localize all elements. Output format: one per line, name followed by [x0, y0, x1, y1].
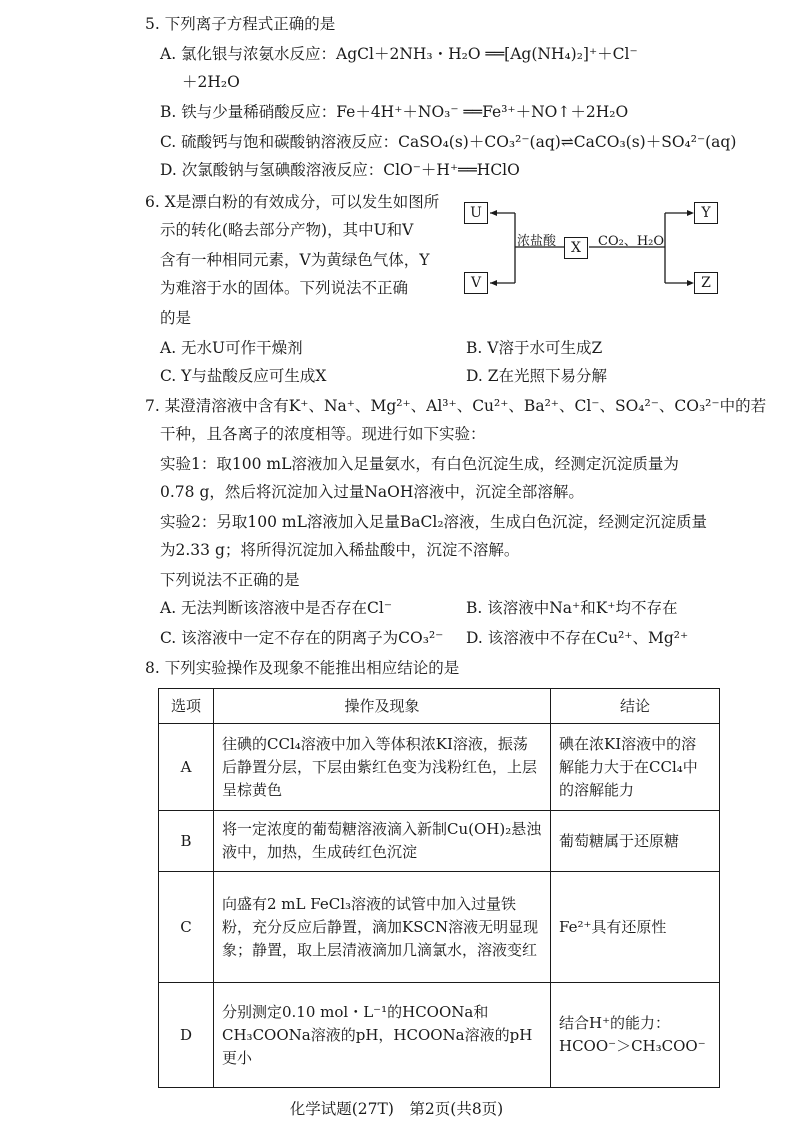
q7-option-b: B. 该溶液中Na⁺和K⁺均不存在	[466, 599, 678, 617]
q5-option-d: D. 次氯酸钠与氢碘酸溶液反应：ClO⁻＋H⁺══HClO	[160, 161, 520, 179]
row-option: B	[159, 811, 214, 872]
header-conclusion: 结论	[551, 689, 720, 724]
row-operation: 分别测定0.10 mol・L⁻¹的HCOONa和CH₃COONa溶液的pH，HCOONa溶液的pH更小	[214, 983, 551, 1088]
q7-option-d: D. 该溶液中不存在Cu²⁺、Mg²⁺	[466, 629, 689, 647]
q6-stem-4: 为难溶于水的固体。下列说法不正确	[160, 279, 409, 297]
node-u: U	[464, 202, 488, 224]
header-operation: 操作及现象	[214, 689, 551, 724]
q5-option-b: B. 铁与少量稀硝酸反应：Fe＋4H⁺＋NO₃⁻ ══Fe³⁺＋NO↑＋2H₂O	[160, 103, 629, 121]
q5-stem: 5. 下列离子方程式正确的是	[145, 15, 336, 33]
q7-stem-2: 干种，且各离子的浓度相等。现进行如下实验：	[160, 425, 486, 443]
table-row	[159, 724, 720, 811]
q6-stem-5: 的是	[160, 309, 192, 327]
row-conclusion: 结合H⁺的能力：HCOO⁻＞CH₃COO⁻	[551, 983, 720, 1088]
node-v: V	[464, 272, 488, 294]
row-option: D	[159, 983, 214, 1088]
q8-stem: 8. 下列实验操作及现象不能推出相应结论的是	[145, 659, 460, 677]
q7-experiment-2: 实验2：另取100 mL溶液加入足量BaCl₂溶液，生成白色沉淀，经测定沉淀质量	[160, 513, 708, 531]
header-option: 选项	[159, 689, 214, 724]
q5-option-a-cont: ＋2H₂O	[182, 73, 240, 91]
diagram-arrows	[460, 196, 720, 300]
table-row	[159, 983, 720, 1088]
node-z: Z	[694, 272, 718, 294]
q6-stem-3: 含有一种相同元素，V为黄绿色气体，Y	[160, 251, 430, 269]
q6-option-a: A. 无水U可作干燥剂	[160, 339, 303, 357]
row-operation: 向盛有2 mL FeCl₃溶液的试管中加入过量铁粉，充分反应后静置，滴加KSCN溶液无明显现象；静置，取上层清液滴加几滴氯水，溶液变红	[214, 872, 551, 983]
q6-stem-1: 6. X是漂白粉的有效成分，可以发生如图所	[145, 193, 440, 211]
row-conclusion: Fe²⁺具有还原性	[551, 872, 720, 983]
table-row	[159, 811, 720, 872]
q7-option-c: C. 该溶液中一定不存在的阴离子为CO₃²⁻	[160, 629, 444, 647]
q7-experiment-1: 实验1：取100 mL溶液加入足量氨水，有白色沉淀生成，经测定沉淀质量为	[160, 455, 679, 473]
q5-option-a: A. 氯化银与浓氨水反应：AgCl＋2NH₃・H₂O ══[Ag(NH₄)₂]⁺＋Cl⁻	[160, 45, 638, 63]
node-y: Y	[694, 202, 718, 224]
label-hcl: 浓盐酸	[517, 234, 557, 249]
row-option: A	[159, 724, 214, 811]
label-co2-h2o: CO₂、H₂O	[598, 234, 665, 249]
q6-stem-2: 示的转化(略去部分产物)，其中U和V	[160, 221, 414, 239]
table-row	[159, 872, 720, 983]
row-conclusion: 碘在浓KI溶液中的溶解能力大于在CCl₄中的溶解能力	[551, 724, 720, 811]
row-operation: 将一定浓度的葡萄糖溶液滴入新制Cu(OH)₂悬浊液中，加热，生成砖红色沉淀	[214, 811, 551, 872]
q5-option-c: C. 硫酸钙与饱和碳酸钠溶液反应：CaSO₄(s)＋CO₃²⁻(aq)⇌CaCO₃(s)＋SO₄²⁻(aq)	[160, 133, 737, 151]
q6-option-b: B. V溶于水可生成Z	[466, 339, 603, 357]
q6-option-d: D. Z在光照下易分解	[466, 367, 607, 385]
node-x: X	[564, 237, 588, 259]
q8-table	[158, 688, 720, 1088]
q7-ask: 下列说法不正确的是	[160, 571, 300, 589]
q7-stem-1: 7. 某澄清溶液中含有K⁺、Na⁺、Mg²⁺、Al³⁺、Cu²⁺、Ba²⁺、Cl⁻、SO₄²⁻、CO₃²⁻中的若	[145, 397, 767, 415]
q7-option-a: A. 无法判断该溶液中是否存在Cl⁻	[160, 599, 393, 617]
page-footer: 化学试题(27T) 第2页(共8页)	[289, 1100, 504, 1118]
q7-experiment-2-cont: 为2.33 g；将所得沉淀加入稀盐酸中，沉淀不溶解。	[160, 541, 520, 559]
row-option: C	[159, 872, 214, 983]
row-conclusion: 葡萄糖属于还原糖	[551, 811, 720, 872]
table-header-row	[159, 689, 720, 724]
q6-option-c: C. Y与盐酸反应可生成X	[160, 367, 327, 385]
q7-experiment-1-cont: 0.78 g，然后将沉淀加入过量NaOH溶液中，沉淀全部溶解。	[160, 483, 584, 501]
row-operation: 往碘的CCl₄溶液中加入等体积浓KI溶液，振荡后静置分层，下层由紫红色变为浅粉红色，上层呈棕黄色	[214, 724, 551, 811]
